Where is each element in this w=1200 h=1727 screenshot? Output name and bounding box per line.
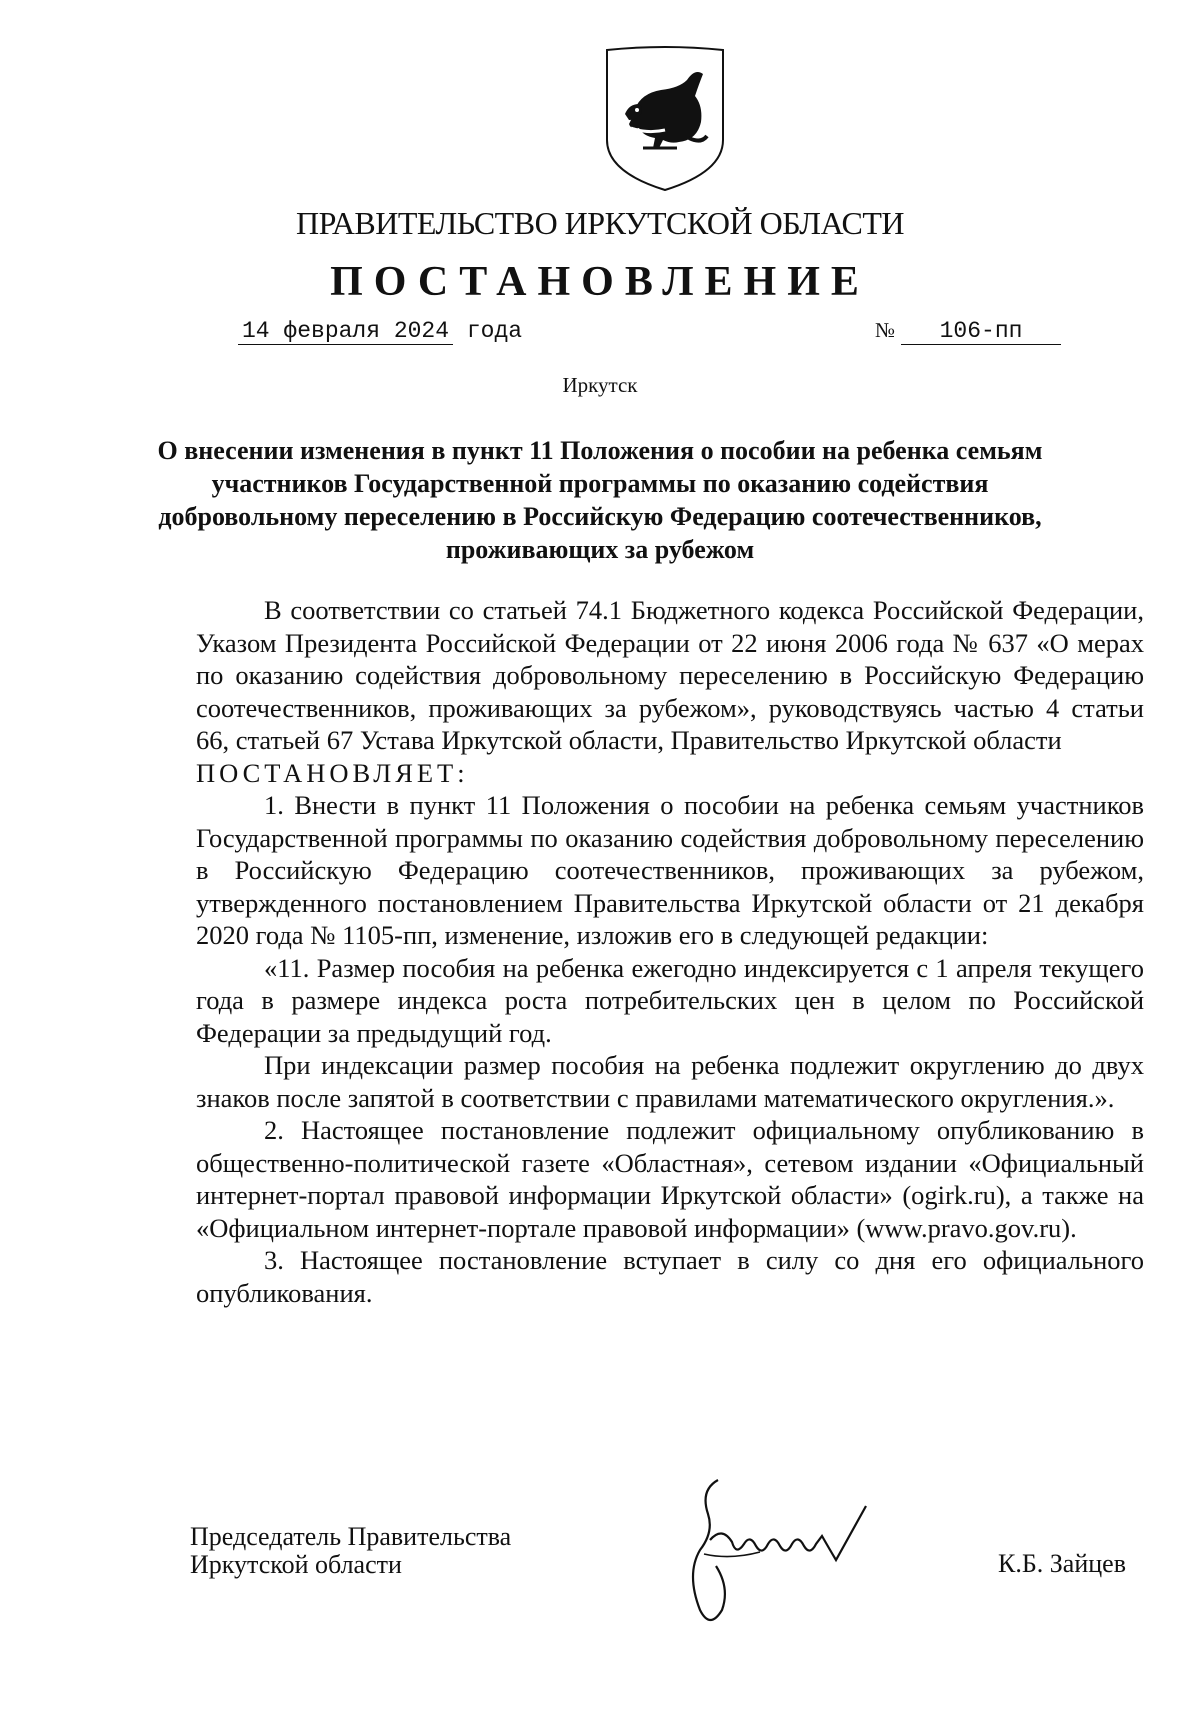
item-2-paragraph: 2. Настоящее постановление подлежит официальному опубликованию в общественно-политической газете «Областная», сетевом издании «Официальный интернет-портал правовой информации Иркутской области» (ogirk.ru), а также на «Официальном интернет-портале правовой информации» (www.pravo.gov.ru).	[196, 1115, 1144, 1243]
handwritten-signature-icon	[660, 1470, 920, 1635]
coat-of-arms-icon	[603, 44, 727, 192]
document-date	[238, 318, 522, 344]
city: Иркутск	[562, 373, 638, 397]
number-value: 106-пп	[901, 318, 1061, 345]
preamble-paragraph: В соответствии со статьей 74.1 Бюджетного кодекса Российской Федерации, Указом Президента Российской Федерации от 22 июня 2006 года № 637 «О мерах по оказанию содействия добровольному переселению в Российскую Федерацию соотечественников, проживающих за рубежом», руководствуясь частью 4 статьи 66, статьей 67 Устава Иркутской области, Правительство Иркутской области	[196, 595, 1144, 755]
item-1-quote-a: «11. Размер пособия на ребенка ежегодно индексируется с 1 апреля текущего года в размере индекса роста потребительских цен в целом по Российской Федерации за предыдущий год.	[196, 952, 1144, 1048]
document-type: ПОСТАНОВЛЕНИЕ	[330, 259, 870, 305]
number-sign: №	[875, 318, 896, 342]
item-3-paragraph: 3. Настоящее постановление вступает в силу со дня его официального опубликования.	[196, 1245, 1144, 1308]
item-1-quote-b: При индексации размер пособия на ребенка подлежит округлению до двух знаков после запятой в соответствии с правилами математического округления.».	[196, 1050, 1144, 1113]
document-title: О внесении изменения в пункт 11 Положения о пособии на ребенка семьям участников Государственной программы по оказанию содействия добровольному переселению в Российскую Федерацию соотечественников, проживающих за рубежом	[157, 436, 1043, 564]
document-body	[196, 594, 1144, 1309]
signatory-title	[190, 1523, 511, 1579]
signatory-name: К.Б. Зайцев	[998, 1549, 1126, 1578]
resolves-line: ПОСТАНОВЛЯЕТ:	[196, 757, 469, 788]
date-value: 14 февраля 2024	[238, 318, 453, 345]
document-number	[875, 318, 1061, 345]
date-suffix: года	[466, 318, 523, 344]
signatory-title-line1: Председатель Правительства	[190, 1522, 512, 1551]
signatory-title-line2: Иркутской области	[190, 1550, 402, 1579]
organization-name: ПРАВИТЕЛЬСТВО ИРКУТСКОЙ ОБЛАСТИ	[296, 205, 904, 241]
item-1-paragraph: 1. Внести в пункт 11 Положения о пособии на ребенка семьям участников Государственной программы по оказанию содействия добровольному переселению в Российскую Федерацию соотечественников, проживающих за рубежом, утвержденного постановлением Правительства Иркутской области от 21 декабря 2020 года № 1105-пп, изменение, изложив его в следующей редакции:	[196, 790, 1144, 950]
